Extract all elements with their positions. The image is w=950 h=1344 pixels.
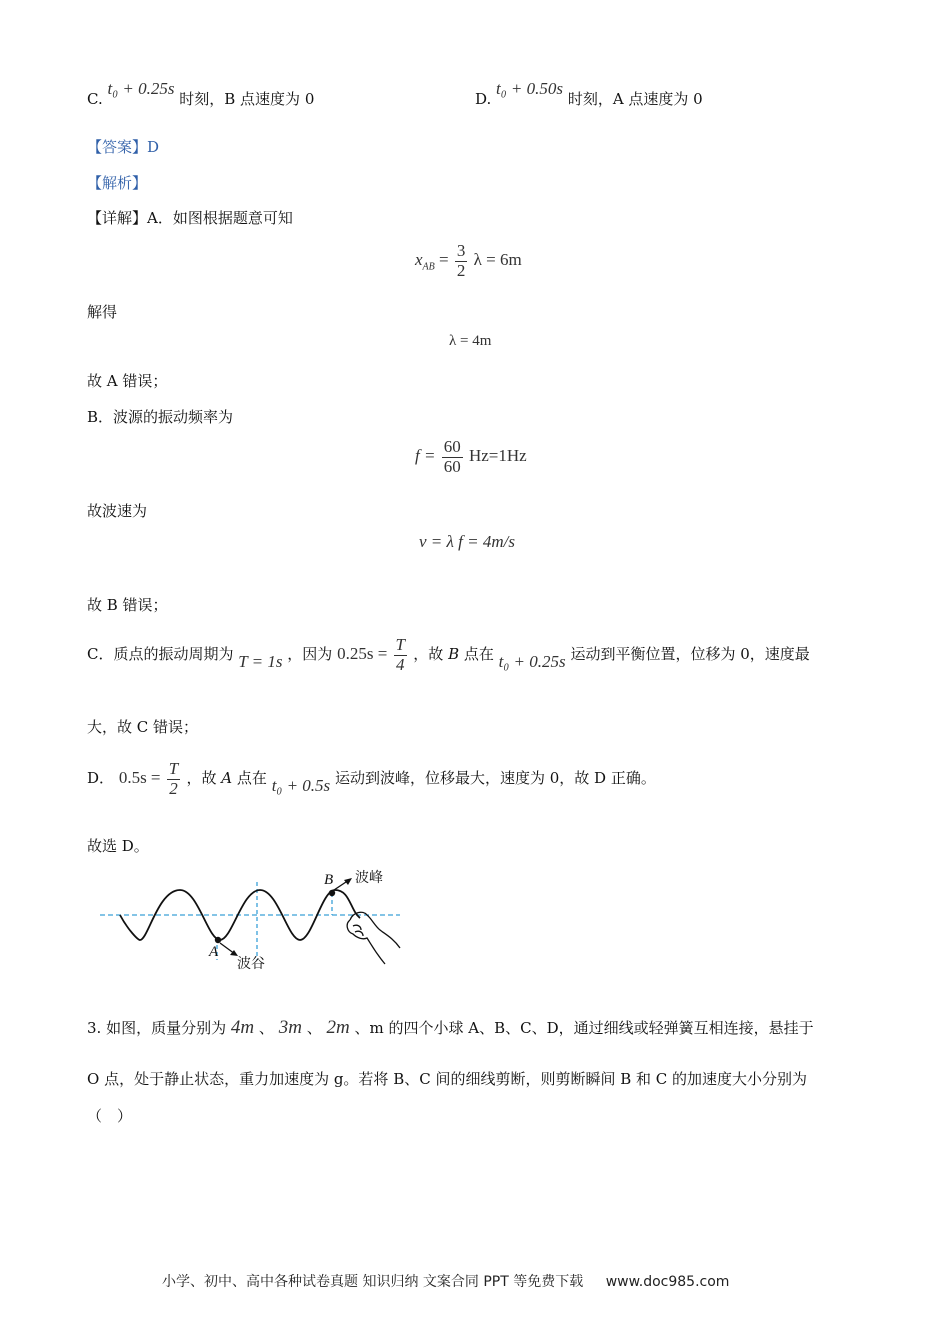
label-crest: 波峰	[355, 870, 383, 886]
label-b: B	[324, 872, 334, 888]
question3-line2: O 点，处于静止状态，重力加速度为 g。若将 B、C 间的细线剪断，则剪断瞬间 B 和 C 的加速度大小分别为	[87, 1070, 808, 1088]
option-d-expr: t₀ + 0.50s	[496, 79, 564, 98]
eq3-den: 60	[443, 456, 461, 476]
c-part3: ，故	[413, 645, 444, 664]
answer-line: 【答案】D	[87, 138, 160, 156]
label-a: A	[209, 944, 219, 960]
mass-3m: 3m	[278, 1017, 302, 1038]
equation-speed: v = λ f = 4m/s	[419, 532, 515, 551]
detail-c-line2: 大，故 C 错误；	[87, 718, 199, 736]
q3-sep2: 、	[306, 1019, 322, 1037]
d-point: A	[221, 769, 233, 788]
q3-intro: 3. 如图，质量分别为	[87, 1019, 227, 1037]
eq1-right: λ = 6m	[473, 250, 522, 270]
question3-line1	[87, 1017, 814, 1039]
label-trough: 波谷	[237, 956, 265, 972]
c-expr-left: 0.25s =	[337, 644, 388, 664]
detail-b-speed: 故波速为	[87, 502, 148, 520]
eq3-left: f =	[415, 446, 436, 466]
wave-figure	[95, 860, 415, 975]
footer	[162, 1271, 729, 1291]
eq3-fraction	[442, 438, 463, 476]
c-part4: 点在	[463, 645, 494, 664]
option-c-label: C.	[87, 90, 103, 108]
detail-c-line1	[87, 636, 810, 674]
eq3-num: 60	[443, 437, 461, 456]
d-part1: D．	[87, 769, 115, 788]
c-part2: ，因为	[287, 645, 333, 664]
crest-arrowhead	[344, 878, 352, 885]
c-part5: 运动到平衡位置，位移为 0，速度最	[570, 645, 810, 664]
d-expr-left: 0.5s =	[118, 768, 161, 788]
c-point: B	[448, 645, 460, 664]
equation-xab: $x_{AB}$ = $\frac{3}{2}$ λ = 6m	[415, 241, 522, 280]
option-c-text: 时刻，B 点速度为 0	[179, 90, 315, 108]
q3-balls: 、m 的四个小球 A、B、C、D，通过细线或轻弹簧互相连接，悬挂于	[354, 1019, 814, 1037]
eq1-x: x	[415, 250, 423, 270]
d-expr	[118, 759, 187, 798]
detail-d-line	[87, 760, 656, 798]
mass-2m: 2m	[326, 1017, 350, 1038]
eq1-den: 2	[456, 260, 466, 280]
solve-label: 解得	[87, 303, 118, 321]
option-d-label: D.	[475, 90, 492, 108]
footer-text: 小学、初中、高中各种试卷真题 知识归纳 文案合同 PPT 等免费下载	[162, 1274, 584, 1290]
hand-icon	[347, 912, 400, 964]
point-b-dot	[329, 890, 335, 896]
c-expr-fraction	[394, 636, 407, 674]
d-part4: 运动到波峰，位移最大，速度为 0，故 D 正确。	[334, 769, 656, 788]
analysis-heading: 【解析】	[87, 174, 148, 192]
option-d-text: 时刻，A 点速度为 0	[567, 90, 703, 108]
d-expr-fraction	[167, 760, 180, 798]
c-period: T = 1s	[238, 652, 283, 672]
equation-frequency	[415, 438, 527, 476]
d-expr-num: T	[168, 759, 179, 778]
final-choice: 故选 D。	[87, 837, 149, 855]
option-c	[87, 79, 315, 109]
c-part1: C．质点的振动周期为	[87, 645, 234, 664]
equation-lambda: λ = 4m	[449, 333, 492, 349]
eq3-right: Hz=1Hz	[468, 446, 527, 466]
d-part3: 点在	[236, 769, 267, 788]
detail-b-intro: B．波源的振动频率为	[87, 408, 234, 426]
point-a-dot	[215, 937, 221, 943]
d-time: t₀ + 0.5s	[271, 776, 331, 796]
option-d	[475, 79, 703, 109]
eq1-fraction	[455, 242, 468, 280]
question3-line3: （ ）	[87, 1107, 133, 1125]
eq1-sub: AB	[422, 261, 435, 273]
option-c-expr: t₀ + 0.25s	[107, 79, 175, 98]
c-expr	[337, 635, 413, 674]
c-time: t₀ + 0.25s	[498, 652, 566, 672]
d-part2: ，故	[186, 769, 217, 788]
detail-a-conclusion: 故 A 错误；	[87, 372, 168, 390]
eq1-num: 3	[456, 241, 466, 260]
footer-url[interactable]: www.doc985.com	[605, 1274, 730, 1290]
c-expr-den: 4	[396, 654, 405, 674]
q3-sep1: 、	[258, 1019, 274, 1037]
c-expr-num: T	[395, 635, 406, 654]
detail-a-intro: 【详解】A．如图根据题意可知	[87, 209, 293, 227]
detail-b-conclusion: 故 B 错误；	[87, 596, 168, 614]
d-expr-den: 2	[169, 778, 178, 798]
mass-4m: 4m	[230, 1017, 255, 1038]
